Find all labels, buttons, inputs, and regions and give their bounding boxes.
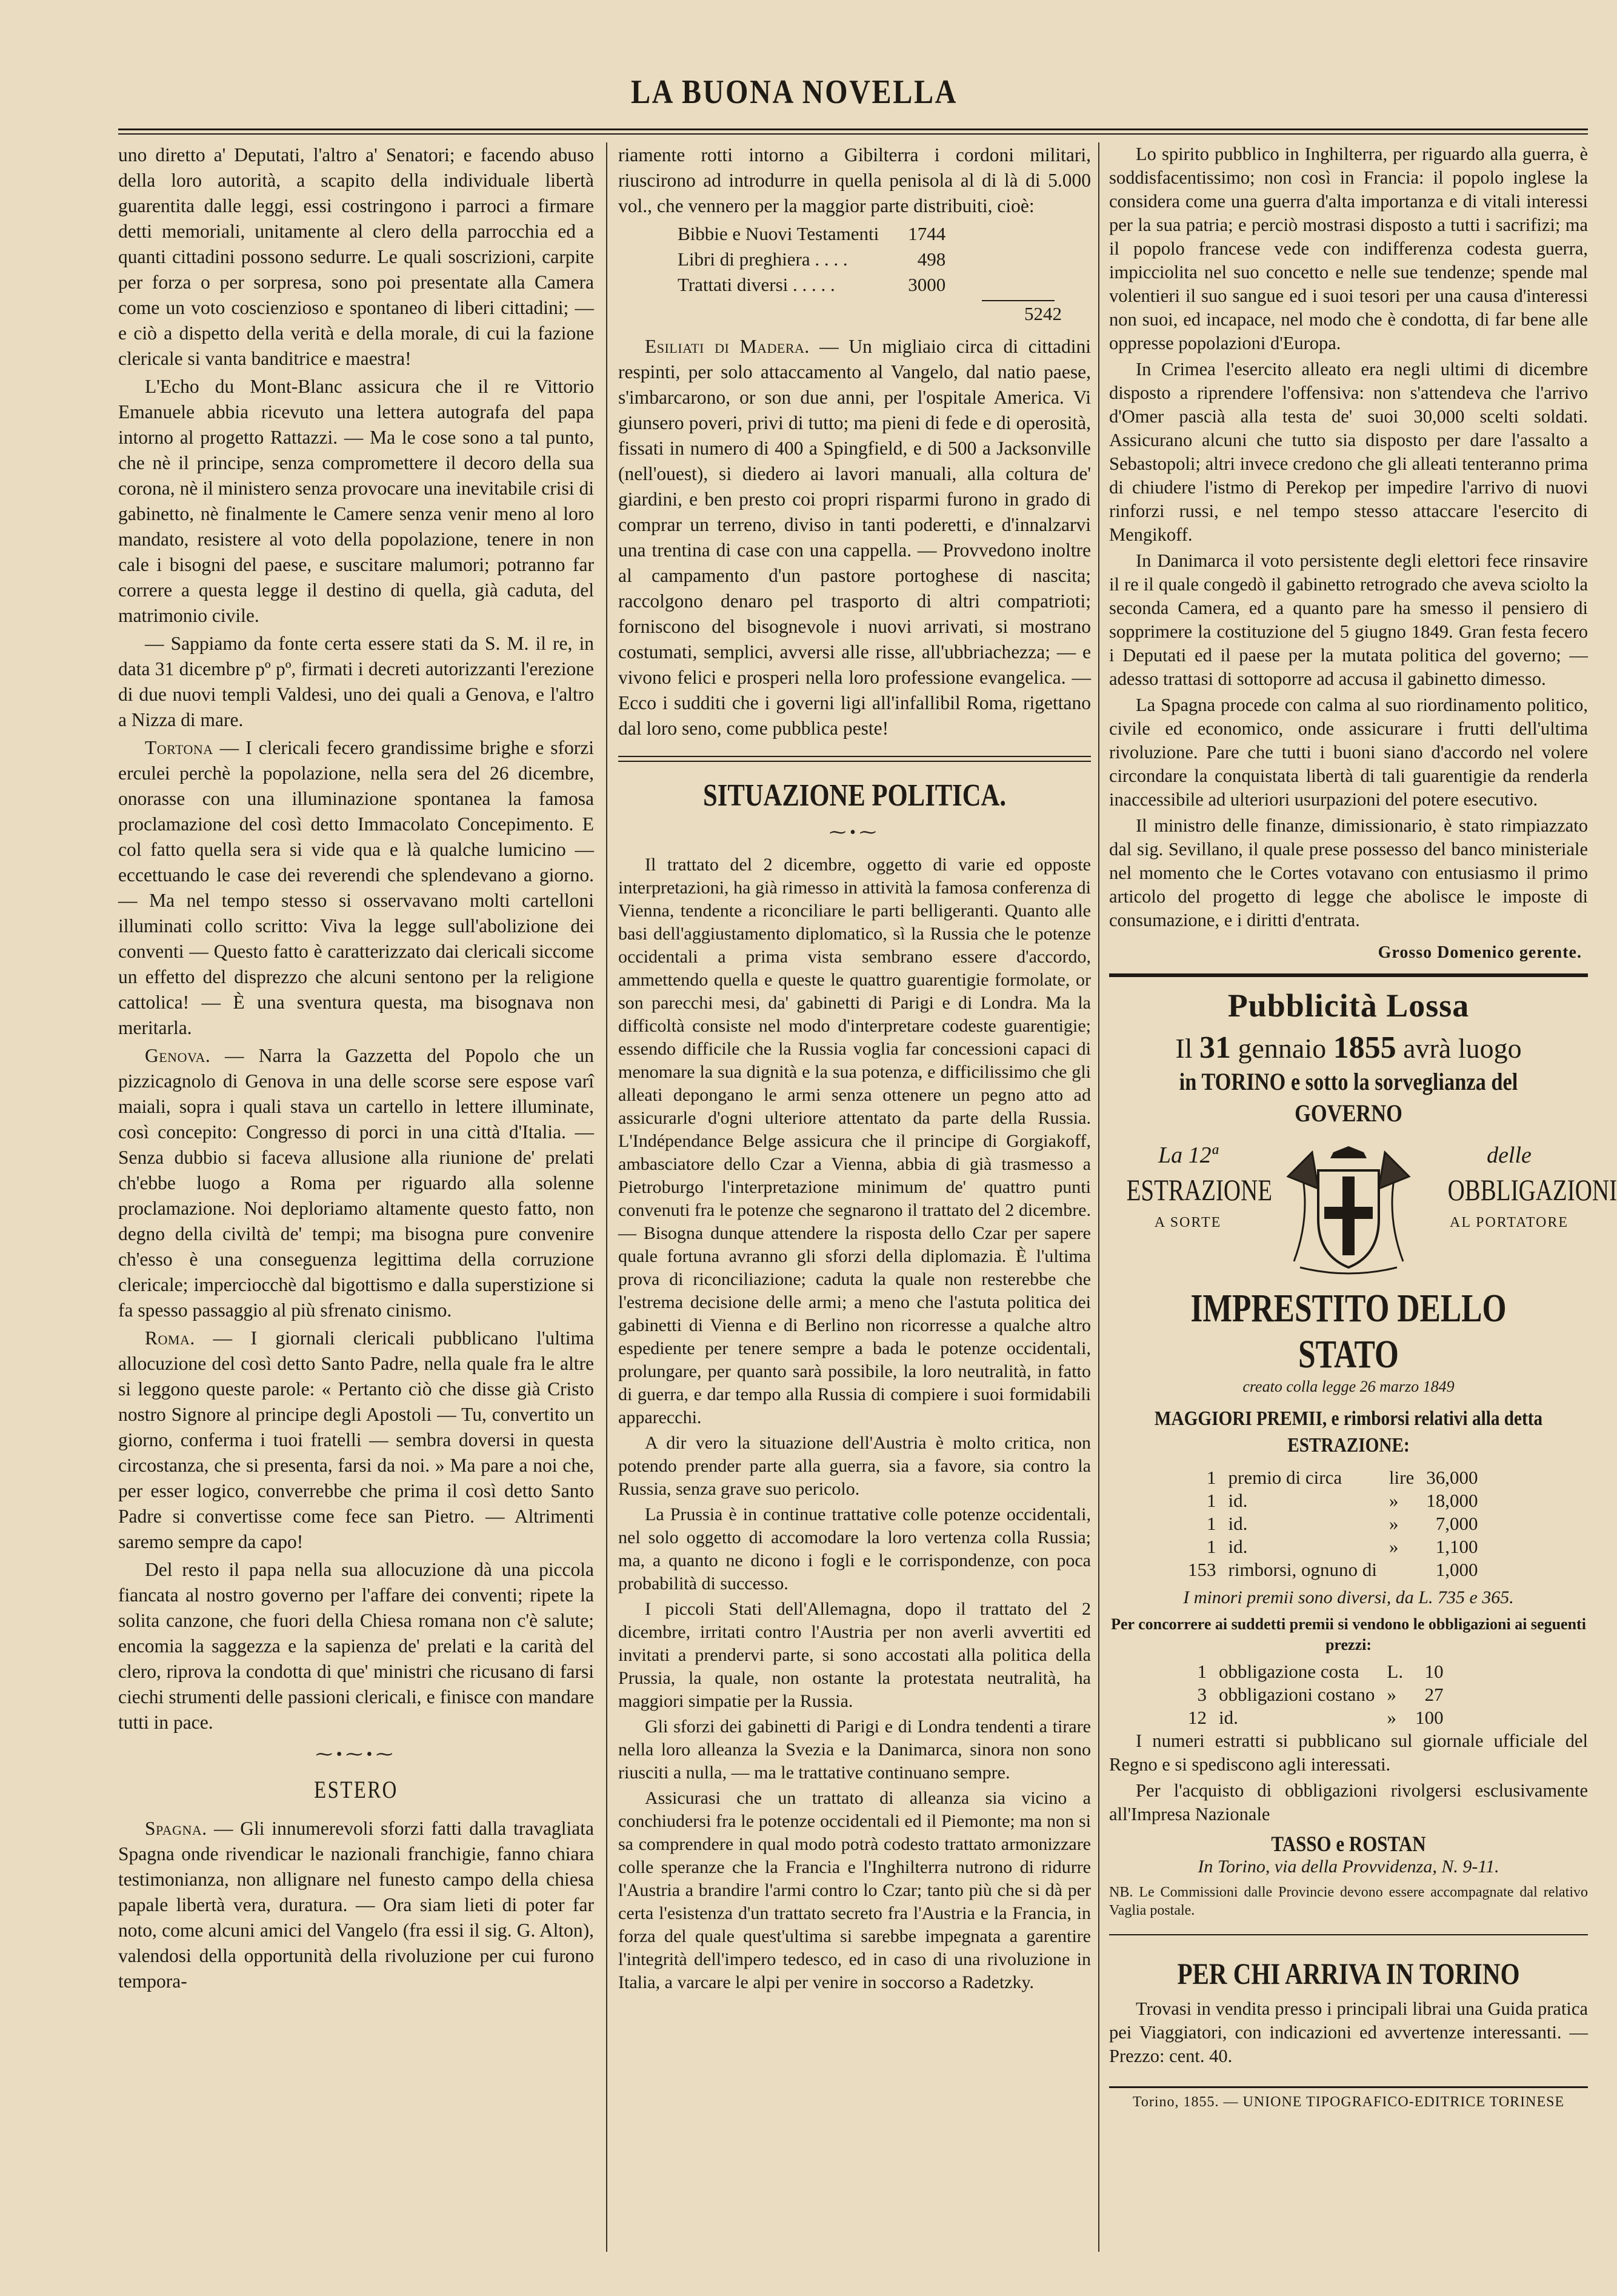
price-count: 3: [1197, 1684, 1207, 1705]
prize-count: 153: [1188, 1559, 1216, 1580]
ad-date-pre: Il: [1175, 1033, 1200, 1064]
ad-indirizzo: In Torino, via della Provvidenza, N. 9-11.: [1198, 1857, 1499, 1877]
prize-unit: [1383, 1558, 1420, 1581]
prize-value: 18,000: [1426, 1490, 1478, 1511]
prize-value: 1,100: [1435, 1536, 1478, 1557]
column-3: [1109, 142, 1617, 2264]
price-desc: obbligazioni costano: [1219, 1684, 1375, 1705]
table-row: [1182, 1706, 1450, 1729]
price-count: 1: [1197, 1661, 1207, 1682]
table-cell-label: Trattati diversi . . . . .: [678, 274, 835, 295]
top-rule-secondary: [118, 133, 1588, 135]
price-unit: »: [1387, 1684, 1396, 1705]
paragraph-templi-valdesi: — Sappiamo da fonte certa essere stati da S. M. il re, in data 31 dicembre pº pº, firmati i decreti autorizzanti l'erezione di due nuovi templi Valdesi, uno dei quali a Genova, e l'altro a Nizza di mare.: [118, 633, 594, 730]
ad-imprestito-title: IMPRESTITO DELLO STATO: [1190, 1286, 1507, 1377]
footer-rule: [1109, 2086, 1588, 2088]
paragraph-prussia: La Prussia è in continue trattative colle potenze occidentali, nel solo oggetto di accomodare la loro vertenza colla Russia; ma, a quanto ne dicono i fogli e le corrispondenze, con poca probabilità di successo.: [618, 1504, 1091, 1594]
masthead: LA BUONA NOVELLA: [630, 73, 958, 111]
column-divider-1: [606, 142, 607, 2252]
prize-unit: »: [1389, 1513, 1399, 1534]
paragraph-crimea: In Crimea l'esercito alleato era negli ultimi di dicembre disposto a riprendere l'offensiva: non s'attendeva che l'arrivo d'Omer pascià alla testa de' suoi 30,000 scelti soldati. Assicurano alcuni che tutto sia disposto per dare l'assalto a Sebastopoli; altri invece credono che gli alleati tenteranno prima di chiudere l'istmo di Perekop per impedire l'arrivo di nuovi rinforzi russi, e nel tempo stesso attaccare l'esercito di Mengikoff.: [1109, 359, 1588, 545]
prize-desc: id.: [1228, 1490, 1248, 1511]
table-cell-value: 3000: [908, 274, 946, 295]
paragraph-austria: A dir vero la situazione dell'Austria è molto critica, non potendo prender parte alla guerra, sia a favore, sia contro la Russia, senza grave suo pericolo.: [618, 1433, 1091, 1499]
column-2: [618, 142, 1091, 2264]
dateline-roma: Roma: [145, 1327, 190, 1349]
section-title-estero: ESTERO: [314, 1776, 398, 1803]
dateline-esiliati: Esiliati di Madera: [645, 336, 805, 357]
prize-desc: premio di circa: [1228, 1467, 1342, 1488]
ad-arriva-title: PER CHI ARRIVA IN TORINO: [1177, 1957, 1520, 1991]
prize-unit: »: [1389, 1490, 1399, 1511]
ad-date-month: gennaio: [1231, 1033, 1333, 1064]
paragraph-spagna-riordinamento: La Spagna procede con calma al suo riordinamento politico, civile ed economico, onde assicurare i frutti dell'ultima rivoluzione. Pare che tutti i buoni siano d'accordo nel volere circondare la conquistata libertà di tali guarentigie da renderla inaccessibile ad ulteriori usurpazioni del potere esecutivo.: [1109, 695, 1588, 810]
paragraph-allocuzione: Del resto il papa nella sua allocuzione dà una piccola fiancata al nostro governo per l'affare dei conventi; ripete la solita canzone, che fuori della Chiesa romana non c'è salute; encomia la saggezza e la sapienza de' prelati e la carità del clero, riprova la condotta di que' ministri che ricusano di farsi ciechi strumenti delle passioni clericali, e finisce con mandare tutti in pace.: [118, 1559, 594, 1733]
table-row: [1182, 1535, 1484, 1558]
table-row: [1182, 1660, 1450, 1683]
text-esiliati: . — Un migliaio circa di cittadini respinti, per solo attaccamento al Vangelo, dal natio paese, s'imbarcarono, or son due anni, per l'ospitale America. Vi giunsero poveri, privi di tutto; ma pieni di fede e di operosità, fissati in numero di 400 a Spingfield, e di 500 a Jacksonville (nell'ouest), si diedero ai lavori manuali, alla coltura de' giardini, e ben presto coi propri risparmi furono in grado di comprar un terreno, diviso in tanti poderetti, e d'innalzarvi una trentina di case con una cappella. — Provvedono inoltre al campamento d'un pastore portoghese di nascita; raccolgono denaro pel trasporto di altri compatrioti; forniscono del bisognevole i nuovi arrivati, si mostrano costumati, semplici, avversi alle risse, all'ubbriachezza; — e vivono felici e prosperi nella loro professione evangelica. — Ecco i sudditi che i governi ligi all'infallibil Roma, rigettano dal loro seno, come pubblica peste!: [618, 336, 1091, 739]
ad-a-sorte-label: A SORTE: [1154, 1215, 1222, 1230]
table-row: [1182, 1489, 1484, 1512]
price-unit: L.: [1387, 1661, 1404, 1682]
distribution-total: 5242: [1024, 303, 1062, 324]
price-value: 100: [1415, 1707, 1444, 1728]
text-roma: . — I giornali clericali pubblicano l'ultima allocuzione del così detto Santo Padre, nella quale fra le altre si leggono queste parole: « Pertanto ciò che disse già Cristo nostro Signore al principe degli Apostoli — Tu, convertito un giorno, conferma i tuoi fratelli — sembra doversi in questa circostanza, che si presenta, farsi da noi. » Ma pare a noi che, per esser logico, converrebbe che prima il così detto Santo Padre si convertisse come fece san Pietro. — Altrimenti saremo sempre da capo!: [118, 1327, 594, 1552]
printer-imprint: Torino, 1855. — UNIONE TIPOGRAFICO-EDITRICE TORINESE: [1132, 2094, 1565, 2110]
ad-la-label: La 12ª: [1158, 1143, 1218, 1168]
table-row: [1182, 1683, 1450, 1706]
text-spagna: . — Gli innumerevoli sforzi fatti dalla travagliata Spagna onde rivendicar le nazionali franchigie, fanno chiara testimonianza, non allignare nel funesto campo della chiesa papale libertà vera, duratura. — Ora siam lieti di poter far noto, come alcuni amici del Vangelo (fra essi il sig. G. Alton), valendosi della opportunità della rivoluzione per cui furono tempora-: [118, 1818, 594, 1992]
table-row: [673, 272, 950, 298]
paragraph-echo-mont-blanc: L'Echo du Mont-Blanc assicura che il re Vittorio Emanuele abbia ricevuto una lettera autografa del papa intorno al progetto Rattazzi. — Ma le cose sono a tal punto, che nè il principe, senza compromettere il decoro della sua corona, nè il ministero senza provocare una inevitabile crisi di gabinetto, nè finalmente le Camere senza venir meno al loro mandato, resistere al voto della popolazione, tenere in non cale i bisogni del paese, e suscitare malumori; potranno far correre a questa legge il destino di quella, già caduta, del matrimonio civile.: [118, 376, 594, 626]
advertisement-lottery: [1109, 973, 1617, 2111]
paragraph-inghilterra: Lo spirito pubblico in Inghilterra, per riguardo alla guerra, è soddisfacentissimo; non così in Francia: il popolo inglese la considera come una guerra d'alta importanza e di vitali interessi per la sua patria; e perciò mostrasi disposto a tutti i sacrifizi; ma il popolo francese vede con indifferenza codesta guerra, impicciolita nel suo concetto e nelle sue tendenze; spende mal volentieri il suo sangue ed i suoi tesori per una causa d'interessi non suoi, ed incapace, nel modo che è condotta, di far bene alle oppresse popolazioni d'Europa.: [1109, 144, 1588, 353]
prize-count: 1: [1207, 1513, 1216, 1534]
paragraph-memoriali: uno diretto a' Deputati, l'altro a' Senatori; e facendo abuso della loro autorità, a scapito della individuale libertà guarentita dalle leggi, essi costringono i parroci a firmare detti memoriali, unitamente al clero della parrocchia ed a quanti cittadini possono sedurre. Le quali soscrizioni, carpite per forza o per sorpresa, sono poi presentate alla Camera come un voto coscienzioso e spontaneo di liberi cittadini; — e ciò a dispetto della verità e della morale, di cui la fazione clericale si vanta banditrice e maestra!: [118, 144, 594, 369]
crest-left-text: [1109, 1140, 1273, 1236]
price-value: 27: [1424, 1684, 1444, 1705]
ad-concorrere: Per concorrere ai suddetti premii si vendono le obbligazioni ai seguenti prezzi:: [1111, 1615, 1586, 1654]
paragraph-roma: [118, 1326, 594, 1555]
savoy-crest-icon: [1276, 1140, 1421, 1280]
text-tortona: — I clericali fecero grandissime brighe e sforzi erculei perchè la popolazione, nella sera del 26 dicembre, onorasse con una illuminazione spontanea la famosa proclamazione del così detto Immacolato Concepimento. E col fatto quella sera si vide qua e là qualche lumicino — eccettuando le case dei reverendi che splendevano a giorno. — Ma nel tempo stesso si osservavano molti cartelloni illuminati collo scritto: Viva la legge sull'abolizione dei conventi — Questo fatto è caratterizzato dai clericali siccome un effetto del disprezzo che alcuni sentono per la religione cattolica! — È una sventura questa, ma bisognava non meritarla.: [118, 737, 594, 1038]
ad-date-line: [1109, 1030, 1588, 1066]
column-1: [118, 142, 594, 2264]
section-rule-secondary: [618, 761, 1091, 762]
paragraph-piemonte: Assicurasi che un trattato di alleanza sia vicino a conchiudersi fra le potenze occidentali ed il Piemonte; ma non si sa comprendere in qual modo potrà codesto trattato armonizzare colle speranze che la Francia e l'Inghilterra nutrono di ridurre l'Austria a brandire l'armi contro lo Czar; tanto più che si dà per certa l'esistenza d'un trattato secreto fra l'Austria e la Francia, in forza del quale quest'ultima si sarebbe impegnata a garentire l'integrità dell'impero tedesco, ed in caso di una rivoluzione in Italia, a varcare le alpi per venire in soccorso a Radetzky.: [618, 1788, 1091, 1992]
crest-right-text: [1430, 1140, 1617, 1236]
dateline-spagna: Spagna: [145, 1818, 202, 1839]
prize-count: 1: [1207, 1490, 1216, 1511]
prize-desc: id.: [1228, 1513, 1248, 1534]
ad-rule: [1109, 1934, 1588, 1935]
table-row: [1182, 1466, 1484, 1489]
price-count: 12: [1188, 1707, 1207, 1728]
ad-arriva-text: Trovasi in vendita presso i principali librai una Guida pratica pei Viaggiatori, con indicazioni ed avvertenze interessanti. — Prezzo: cent. 40.: [1109, 1998, 1588, 2066]
ad-minori-premii: I minori premii sono diversi, da L. 735 e 365.: [1183, 1587, 1514, 1607]
paragraph-gibilterra: riamente rotti intorno a Gibilterra i cordoni militari, riuscirono ad introdurre in quella penisola al di là di 5.000 vol., che vennero per la maggior parte distribuiti, cioè:: [618, 144, 1091, 216]
column-divider-2: [1098, 142, 1099, 2252]
price-value: 10: [1424, 1661, 1444, 1682]
paragraph-allemagna: I piccoli Stati dell'Allemagna, dopo il trattato del 2 dicembre, irritati contro l'Austria per non averli avvertiti ed invitati a prendervi parte, si sono accostati alla politica della Prussia, la quale, non ostante la protestata neutralità, ha maggiori simpatie per la Russia.: [618, 1599, 1091, 1711]
prize-desc: id.: [1228, 1536, 1248, 1557]
prize-unit: »: [1389, 1536, 1399, 1557]
ad-acquisto: Per l'acquisto di obbligazioni rivolgersi esclusivamente all'Impresa Nazionale: [1109, 1780, 1588, 1824]
section-ornament: ⁓•⁓•⁓: [315, 1745, 397, 1764]
ad-numeri-estratti: I numeri estratti si pubblicano sul giornale ufficiale del Regno e si spediscono agli interessati.: [1109, 1730, 1588, 1775]
ad-date-day: 31: [1199, 1030, 1232, 1065]
prize-desc: rimborsi, ognuno di: [1228, 1559, 1377, 1580]
paragraph-genova: [118, 1043, 594, 1323]
prize-unit: lire: [1389, 1467, 1415, 1488]
top-rule: [118, 128, 1588, 130]
paragraph-spagna: [118, 1816, 594, 1994]
ad-creato-line: creato colla legge 26 marzo 1849: [1242, 1378, 1455, 1395]
dateline-tortona: Tortona: [145, 737, 213, 758]
paragraph-danimarca: In Danimarca il voto persistente degli elettori fece rinsavire il re il quale congedò il gabinetto retrogrado che aveva sciolto la seconda Camera, ed a quanto pare ha smesso il pensiero di sopprimere la costituzione del 5 giugno 1849. Gran festa fecero i Deputati ed il paese per la mutata politica del governo; — adesso trattasi di sottoporre ad accusa il gabinetto dimesso.: [1109, 550, 1588, 689]
paragraph-trattato: Il trattato del 2 dicembre, oggetto di varie ed opposte interpretazioni, ha già rimesso in attività la famosa conferenza di Vienna, tendente a riconciliare le parti belligeranti. Quanto alle basi dell'aggiustamento diplomatico, sì la Russia che le potenze occidentali a prima vista sembrano essere d'accordo, ammettendo quella e queste le quattro guarentigie formolate, or son parecchi mesi, da' gabinetti di Parigi e di Londra. Ma la difficoltà consiste nel modo d'interpretare codeste guarentigie; essendo difficile che la Russia voglia far concessioni capaci di menomare la sua dignità e la sua potenza, e difficilissimo che gli alleati depongano le armi senza ottenere un pegno atto ad assicurarle d'ogni ulteriore attentato da parte della Russia. L'Indépendance Belge assicura che il principe di Gorgiakoff, ambasciatore dello Czar a Vienna, abbia di già trasmesso a Pietroburgo l'interpretazione minimum de' quattro punti convenuti fra le potenze che segnarono il trattato del 2 dicembre. — Bisogna dunque attendere la risposta dello Czar per sapere quale fortuna avranno gli sforzi della diplomazia. È l'ultima prova di riconciliazione; caduta la quale non resterebbe che l'estrema decisione delle armi; a meno che l'astuta politica dei gabinetti di Vienna e di Berlino non ricorresse a qualche altro espediente per tenere sempre a bada le potenze occidentali, prolungare, per quanto sarà possibile, la loro neutralità, in fatto di guerra, e dar tempo alla Russia di compiere i suoi formidabili apparecchi.: [618, 855, 1091, 1427]
prize-value: 36,000: [1426, 1467, 1478, 1488]
ad-al-portatore-label: AL PORTATORE: [1450, 1215, 1569, 1230]
ad-date-post: avrà luogo: [1396, 1033, 1522, 1064]
table-row: [1182, 1558, 1484, 1581]
table-cell-label: Libri di preghiera . . . .: [678, 249, 848, 270]
table-cell-value: 498: [917, 249, 946, 270]
table-row: [673, 221, 950, 247]
table-cell-label: Bibbie e Nuovi Testamenti: [678, 223, 879, 244]
ad-delle-label: delle: [1487, 1143, 1532, 1168]
price-table: [1182, 1660, 1450, 1729]
price-desc: id.: [1219, 1707, 1238, 1728]
text-genova: . — Narra la Gazzetta del Popolo che un pizzicagnolo di Genova in una delle scorse sere espose varî maiali, sopra i quali stava un cartello in lettere illuminate, così concepito: Congresso di porci in una città d'Italia. — Senza dubbio si faceva allusione alla riunione de' prelati ch'ebbe luogo a Roma per riguardo alla solenne proclamazione. Noi deploriamo altamente questo fatto, non degno della civiltà de' tempi; ma bisogna pure convenire ch'esso è una conseguenza legittima della corruzione clericale; imperciocchè dal bigottismo e dalla superstizione si fa spesso passaggio al più sfrenato cinismo.: [118, 1045, 594, 1321]
ad-obbligazioni-label: OBBLIGAZIONI: [1447, 1173, 1617, 1207]
paragraph-tortona: [118, 735, 594, 1041]
section-rule: [618, 756, 1091, 757]
ad-date-year: 1855: [1333, 1030, 1396, 1065]
paragraph-svezia-danimarca: Gli sforzi dei gabinetti di Parigi e di Londra tendenti a tirare nella loro alleanza la Svezia e la Danimarca, sinora non sono riusciti a nulla, — ma le trattative continuano sempre.: [618, 1717, 1091, 1783]
paragraph-esiliati-madera: [618, 334, 1091, 741]
ad-estrazione-label: ESTRAZIONE: [1126, 1173, 1273, 1207]
prize-count: 1: [1207, 1536, 1216, 1557]
dateline-genova: Genova: [145, 1045, 205, 1066]
ad-location-line: in TORINO e sotto la sorveglianza del GOVERNO: [1179, 1068, 1518, 1127]
table-cell-value: 1744: [908, 223, 946, 244]
price-desc: obbligazione costa: [1219, 1661, 1359, 1682]
table-row: [1182, 1512, 1484, 1535]
paragraph-ministro-finanze: Il ministro delle finanze, dimissionario, è stato rimpiazzato dal sig. Sevillano, il quale prese possesso del banco ministeriale nel momento che le Cortes votavano con entusiasmo il primo articolo del progetto di legge che abolisce le imposte di consumazione, e i diritti d'entrata.: [1109, 815, 1588, 930]
prize-value: 7,000: [1435, 1513, 1478, 1534]
section-title-situazione-politica: SITUAZIONE POLITICA.: [703, 778, 1006, 813]
ad-tasso-rostan: TASSO e ROSTAN: [1271, 1832, 1426, 1856]
table-row: [673, 247, 950, 272]
publisher-signature: Grosso Domenico gerente.: [1378, 943, 1582, 962]
crest-row: [1109, 1140, 1617, 1280]
prize-value: 1,000: [1435, 1559, 1478, 1580]
prize-count: 1: [1207, 1467, 1216, 1488]
title-ornament: ⁓•⁓: [829, 823, 880, 842]
ad-heading: Pubblicità Lossa: [1227, 987, 1470, 1024]
price-unit: »: [1387, 1707, 1396, 1728]
ad-maggiori-premii: MAGGIORI PREMII, e rimborsi relativi alla detta ESTRAZIONE:: [1154, 1407, 1543, 1457]
prize-table: [1182, 1466, 1484, 1581]
distribution-table: [673, 221, 950, 298]
ad-nota-bene: NB. Le Commissioni dalle Provincie devono essere accompagnate dal relativo Vaglia postale.: [1109, 1884, 1588, 1918]
